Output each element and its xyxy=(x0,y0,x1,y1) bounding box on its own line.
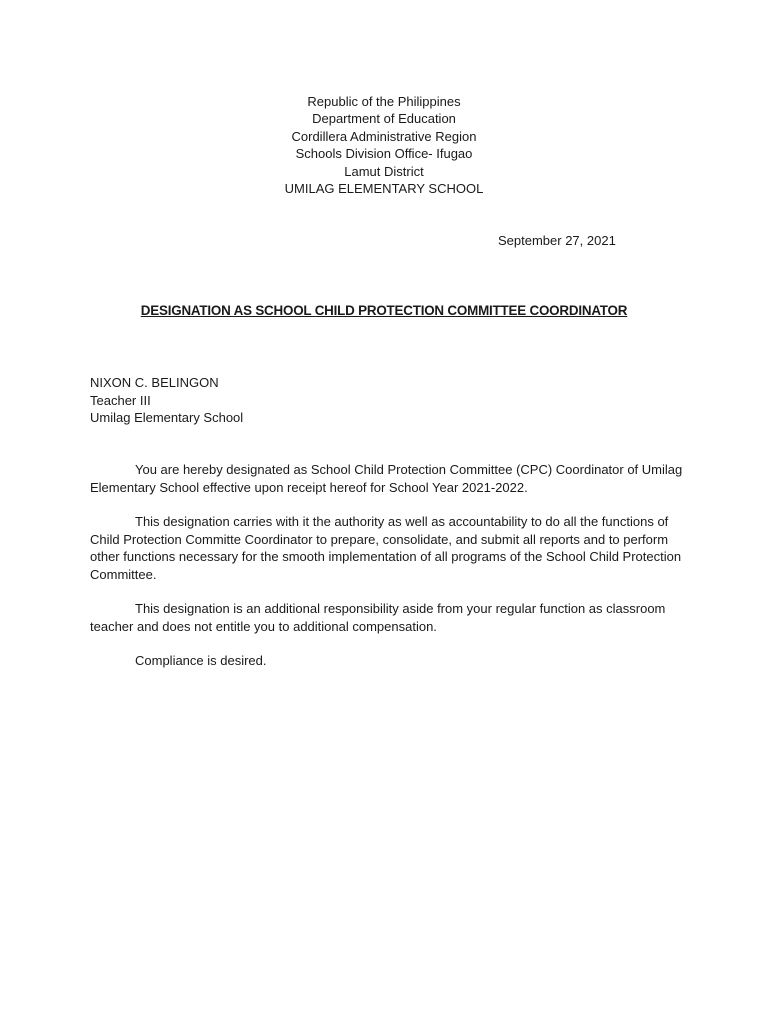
paragraph-line: You are hereby designated as School Child Protection Committee (CPC) Coordinator of Umilag xyxy=(135,462,683,477)
paragraph-responsibility xyxy=(90,600,680,635)
paragraph-line: This designation is an additional responsibility aside from your regular function as classroom xyxy=(135,601,666,616)
letterhead-department: Department of Education xyxy=(312,111,456,127)
recipient-block xyxy=(90,374,243,427)
letterhead-country: Republic of the Philippines xyxy=(307,94,461,109)
paragraph-line: teacher and does not entitle you to additional compensation. xyxy=(90,618,437,634)
letterhead xyxy=(0,93,768,197)
recipient-position: Teacher III xyxy=(90,392,151,408)
recipient-name: NIXON C. BELINGON xyxy=(90,375,219,390)
paragraph-line: Elementary School effective upon receipt hereof for School Year 2021-2022. xyxy=(90,479,528,495)
paragraph-line: Compliance is desired. xyxy=(135,653,267,668)
paragraph-line: This designation carries with it the authority as well as accountability to do all the functions of xyxy=(135,514,669,529)
paragraph-compliance xyxy=(90,652,680,670)
paragraph-authority xyxy=(90,513,680,583)
letter-date: September 27, 2021 xyxy=(498,233,616,248)
letterhead-division: Schools Division Office- Ifugao xyxy=(295,146,473,162)
document-title: DESIGNATION AS SCHOOL CHILD PROTECTION COMMITTEE COORDINATOR xyxy=(140,303,628,318)
letter-body xyxy=(90,461,683,687)
paragraph-line: other functions necessary for the smooth implementation of all programs of the School Child Protection xyxy=(90,549,682,564)
paragraph-line: Child Protection Committe Coordinator to prepare, consolidate, and submit all reports and to perform xyxy=(90,531,669,547)
letterhead-region: Cordillera Administrative Region xyxy=(291,128,477,144)
recipient-school: Umilag Elementary School xyxy=(90,410,244,425)
paragraph-line: Committee. xyxy=(90,566,157,582)
paragraph-designation xyxy=(90,461,683,496)
letterhead-school: UMILAG ELEMENTARY SCHOOL xyxy=(284,181,484,197)
letterhead-district: Lamut District xyxy=(344,163,424,179)
